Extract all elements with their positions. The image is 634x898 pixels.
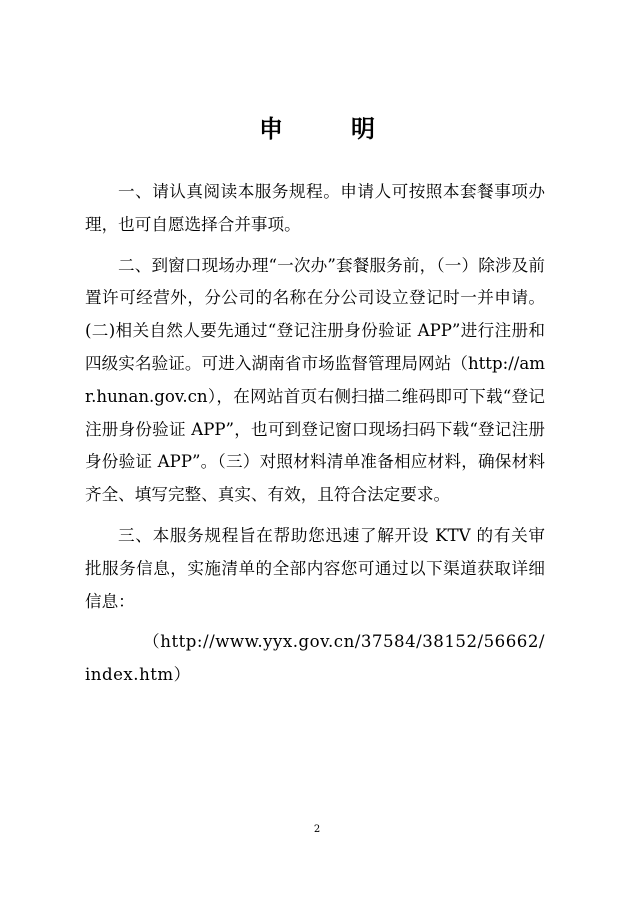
paragraph-3: 三、本服务规程旨在帮助您迅速了解开设 KTV 的有关审批服务信息，实施清单的全部内容您可通过以下渠道获取详细信息： xyxy=(85,525,545,611)
page-title: 申 明 xyxy=(259,114,397,143)
paragraph-spacer xyxy=(85,242,545,250)
document-body xyxy=(85,176,545,692)
detail-url-text: （http://www.yyx.gov.cn/37584/38152/56662/index.htm） xyxy=(85,632,545,685)
paragraph-spacer xyxy=(85,512,545,520)
page-number: 2 xyxy=(313,824,321,835)
paragraph-1: 一、请认真阅读本服务规程。申请人可按照本套餐事项办理，也可自愿选择合并事项。 xyxy=(85,182,545,234)
paragraph-2: 二、到窗口现场办理“一次办”套餐服务前，（一）除涉及前置许可经营外，分公司的名称在分公司设立登记时一并申请。(二)相关自然人要先通过“登记注册身份验证 APP”进行注册和四级实名验证。可进入湖南省市场监督管理局网站（http://amr.hunan.gov.cn），在网站首页右侧扫描二维码即可下载“登记注册身份验证 APP”，也可到登记窗口现场扫码下载“登记注册身份验证 APP”。（三）对照材料清单准备相应材料，确保材料齐全、填写完整、真实、有效，且符合法定要求。 xyxy=(85,255,545,505)
paragraph-spacer xyxy=(85,618,545,626)
